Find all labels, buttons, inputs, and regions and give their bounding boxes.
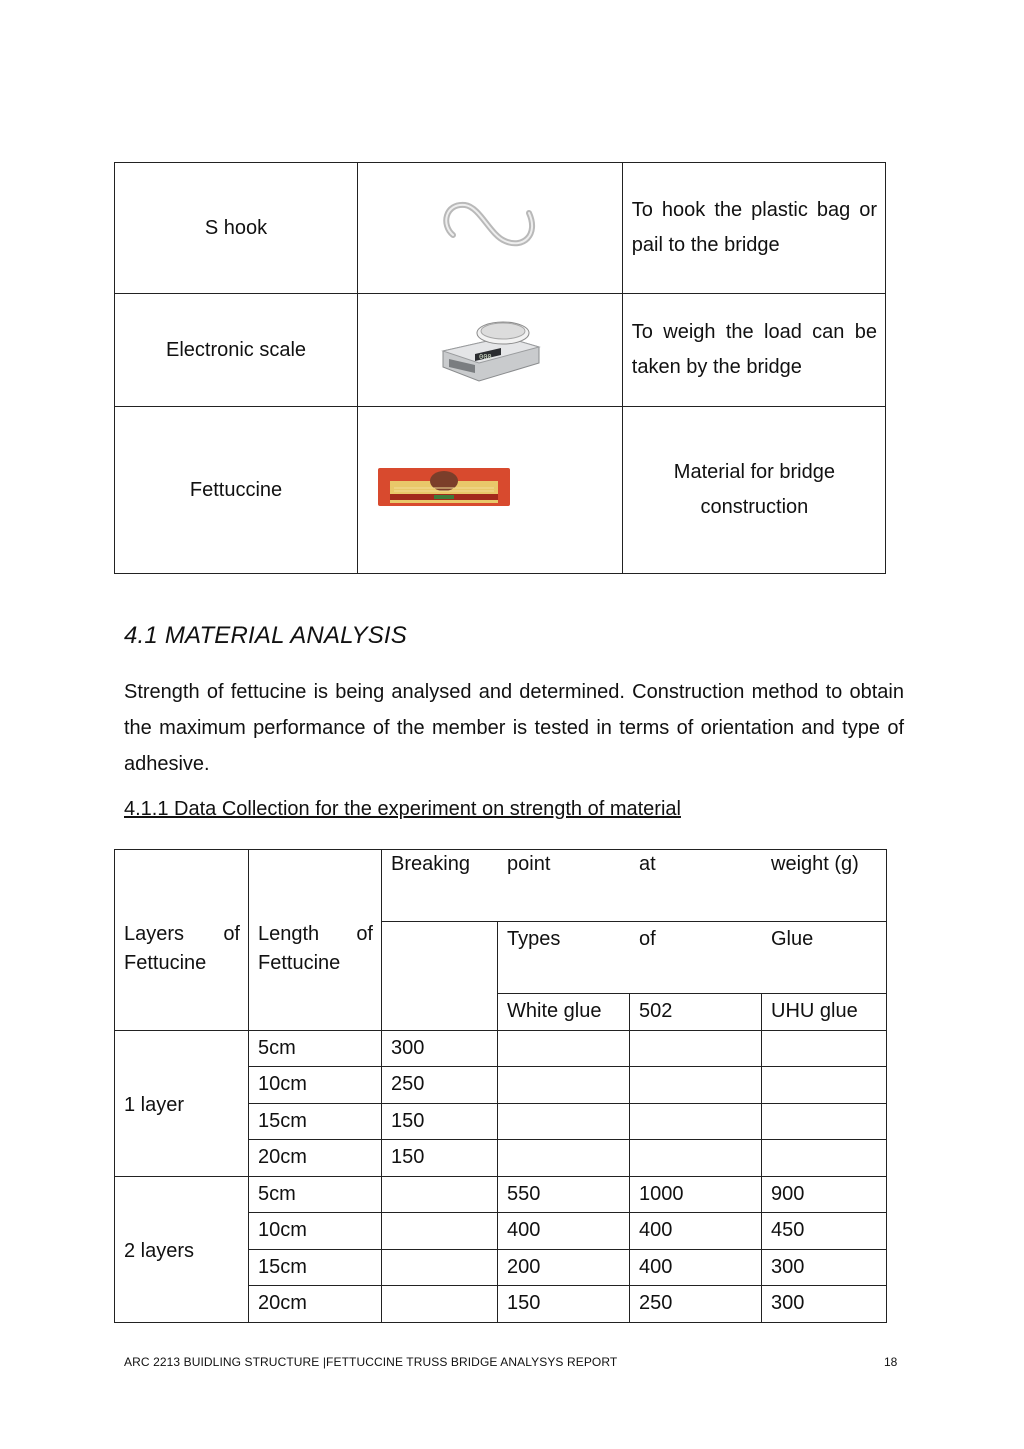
fettuccine-pack-icon xyxy=(376,464,512,510)
equipment-description: Material for bridge construction xyxy=(622,407,885,574)
section-paragraph: Strength of fettucine is being analysed and determined. Construction method to obtain the maximum performance of the member is tested in terms of orientation and type of adhesive. xyxy=(124,681,904,775)
cell-502: 250 xyxy=(630,1286,762,1323)
equipment-name: Electronic scale xyxy=(115,294,358,407)
cell-length: 20cm xyxy=(249,1140,382,1177)
equipment-row xyxy=(115,163,886,294)
cell-uhu: 300 xyxy=(762,1286,887,1323)
group-label: 1 layer xyxy=(115,1031,249,1177)
table-row xyxy=(115,1177,887,1213)
cell-502: 1000 xyxy=(630,1177,762,1213)
cell-length: 5cm xyxy=(249,1031,382,1067)
header-breaking-point: Breaking point at weight (g) xyxy=(382,850,887,922)
cell-value xyxy=(382,1286,498,1323)
cell-length: 15cm xyxy=(249,1104,382,1140)
electronic-scale-icon xyxy=(435,307,545,387)
equipment-row xyxy=(115,407,886,574)
cell-value xyxy=(382,1177,498,1213)
cell-value: 150 xyxy=(382,1104,498,1140)
equipment-table xyxy=(114,162,886,574)
cell-502 xyxy=(630,1067,762,1104)
cell-value xyxy=(382,1213,498,1250)
section-subtitle: 4.1.1 Data Collection for the experiment on strength of material xyxy=(124,798,681,820)
group-label: 2 layers xyxy=(115,1177,249,1323)
cell-length: 20cm xyxy=(249,1286,382,1323)
scale-display: 000 xyxy=(478,353,492,361)
cell-length: 5cm xyxy=(249,1177,382,1213)
cell-502 xyxy=(630,1140,762,1177)
cell-uhu: 900 xyxy=(762,1177,887,1213)
equipment-row xyxy=(115,294,886,407)
header-length: Length of Fettucine xyxy=(249,850,382,1031)
table-row xyxy=(115,1031,887,1067)
equipment-description: To hook the plastic bag or pail to the bridge xyxy=(622,163,885,294)
equipment-name: Fettuccine xyxy=(115,407,358,574)
cell-value: 300 xyxy=(382,1031,498,1067)
cell-value: 150 xyxy=(382,1140,498,1177)
equipment-name: S hook xyxy=(115,163,358,294)
cell-length: 15cm xyxy=(249,1250,382,1286)
cell-white xyxy=(498,1104,630,1140)
cell-uhu: 300 xyxy=(762,1250,887,1286)
footer-title: ARC 2213 BUIDLING STRUCTURE |FETTUCCINE TRUSS BRIDGE ANALYSYS REPORT xyxy=(124,1355,618,1369)
cell-white: 400 xyxy=(498,1213,630,1250)
cell-white xyxy=(498,1031,630,1067)
cell-value: 250 xyxy=(382,1067,498,1104)
cell-white: 150 xyxy=(498,1286,630,1323)
cell-length: 10cm xyxy=(249,1067,382,1104)
header-glue-types: Types of Glue xyxy=(498,922,887,994)
header-uhu-glue: UHU glue xyxy=(762,994,887,1031)
cell-502 xyxy=(630,1031,762,1067)
data-table xyxy=(114,849,887,1323)
cell-value xyxy=(382,1250,498,1286)
cell-uhu xyxy=(762,1067,887,1104)
header-502: 502 xyxy=(630,994,762,1031)
header-layers: Layers of Fettucine xyxy=(115,850,249,1031)
cell-502: 400 xyxy=(630,1250,762,1286)
cell-white: 550 xyxy=(498,1177,630,1213)
cell-502 xyxy=(630,1104,762,1140)
cell-length: 10cm xyxy=(249,1213,382,1250)
cell-502: 400 xyxy=(630,1213,762,1250)
cell-white xyxy=(498,1140,630,1177)
cell-uhu: 450 xyxy=(762,1213,887,1250)
cell-white xyxy=(498,1067,630,1104)
header-white-glue: White glue xyxy=(498,994,630,1031)
page-number: 18 xyxy=(884,1355,898,1369)
cell-white: 200 xyxy=(498,1250,630,1286)
section-title: 4.1 MATERIAL ANALYSIS xyxy=(124,622,408,649)
cell-uhu xyxy=(762,1140,887,1177)
table-header-row xyxy=(115,850,887,922)
s-hook-icon xyxy=(435,195,545,255)
cell-uhu xyxy=(762,1031,887,1067)
equipment-description: To weigh the load can be taken by the bridge xyxy=(622,294,885,407)
cell-uhu xyxy=(762,1104,887,1140)
